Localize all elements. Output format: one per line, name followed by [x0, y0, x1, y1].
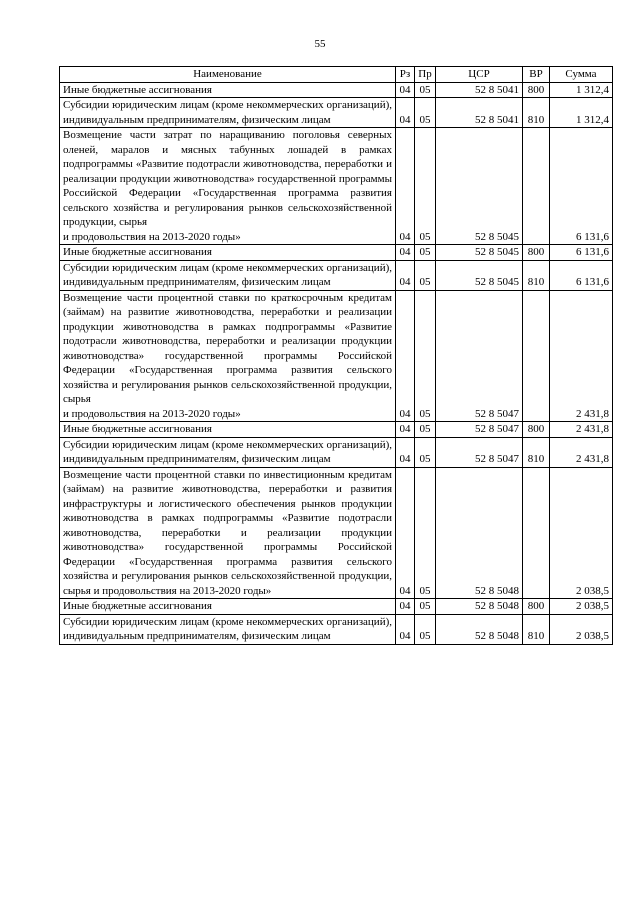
row-vr: 810 [523, 437, 550, 467]
row-csr: 52 8 5047 [436, 290, 523, 422]
row-sum: 1 312,4 [550, 98, 613, 128]
row-vr: 800 [523, 599, 550, 615]
row-csr: 52 8 5047 [436, 437, 523, 467]
header-pr: Пр [415, 67, 436, 83]
header-sum: Сумма [550, 67, 613, 83]
header-name: Наименование [60, 67, 396, 83]
row-pr: 05 [415, 467, 436, 599]
header-csr: ЦСР [436, 67, 523, 83]
table-row [60, 245, 613, 261]
row-vr: 810 [523, 260, 550, 290]
row-rz: 04 [396, 614, 415, 644]
header-rz: Рз [396, 67, 415, 83]
page-number: 55 [314, 38, 326, 50]
row-rz: 04 [396, 98, 415, 128]
table-row [60, 260, 613, 290]
row-rz: 04 [396, 599, 415, 615]
row-csr: 52 8 5041 [436, 82, 523, 98]
row-name: Субсидии юридическим лицам (кроме некоммерческих организаций), индивидуальным предпринимателям, физическим лицам [60, 98, 396, 128]
row-csr: 52 8 5041 [436, 98, 523, 128]
row-sum: 2 038,5 [550, 599, 613, 615]
row-sum: 2 038,5 [550, 614, 613, 644]
row-pr: 05 [415, 599, 436, 615]
row-rz: 04 [396, 128, 415, 245]
row-rz: 04 [396, 290, 415, 422]
row-pr: 05 [415, 290, 436, 422]
row-rz: 04 [396, 422, 415, 438]
row-pr: 05 [415, 128, 436, 245]
row-name: Иные бюджетные ассигнования [60, 422, 396, 438]
row-pr: 05 [415, 245, 436, 261]
row-csr: 52 8 5045 [436, 260, 523, 290]
row-csr: 52 8 5045 [436, 128, 523, 245]
table-row [60, 128, 613, 245]
row-pr: 05 [415, 614, 436, 644]
row-pr: 05 [415, 437, 436, 467]
row-name: Возмещение части затрат по наращиванию поголовья северных оленей, маралов и мясных табунных лошадей в рамках подпрограммы «Развитие подотрасли животноводства, переработки и реализации продукции животноводства» государственной программы Российской Федерации «Государственная программа развития сельского хозяйства и регулирования рынков сельскохозяйственной продукции, сырья и продовольствия на 2013-2020 годы» [60, 128, 396, 245]
row-csr: 52 8 5045 [436, 245, 523, 261]
row-name: Субсидии юридическим лицам (кроме некоммерческих организаций), индивидуальным предпринимателям, физическим лицам [60, 614, 396, 644]
row-vr: 810 [523, 614, 550, 644]
row-rz: 04 [396, 82, 415, 98]
row-name: Иные бюджетные ассигнования [60, 82, 396, 98]
row-sum: 2 431,8 [550, 290, 613, 422]
row-sum: 2 431,8 [550, 422, 613, 438]
row-csr: 52 8 5048 [436, 599, 523, 615]
row-vr [523, 290, 550, 422]
row-pr: 05 [415, 422, 436, 438]
row-pr: 05 [415, 260, 436, 290]
row-name: Иные бюджетные ассигнования [60, 599, 396, 615]
table-header-row [60, 67, 613, 83]
table-body [60, 82, 613, 644]
budget-table [59, 66, 613, 645]
row-rz: 04 [396, 245, 415, 261]
table-row [60, 614, 613, 644]
table-row [60, 437, 613, 467]
row-name: Возмещение части процентной ставки по краткосрочным кредитам (займам) на развитие животноводства, переработки и реализации продукции животноводства в рамках подпрограммы «Развитие подотрасли животноводства, переработки и реализации продукции животноводства» государственной программы Российской Федерации «Государственная программа развития сельского хозяйства и регулирования рынков сельскохозяйственной продукции, сырья и продовольствия на 2013-2020 годы» [60, 290, 396, 422]
row-name: Субсидии юридическим лицам (кроме некоммерческих организаций), индивидуальным предпринимателям, физическим лицам [60, 437, 396, 467]
row-csr: 52 8 5048 [436, 614, 523, 644]
row-vr [523, 128, 550, 245]
row-sum: 2 431,8 [550, 437, 613, 467]
row-name: Субсидии юридическим лицам (кроме некоммерческих организаций), индивидуальным предпринимателям, физическим лицам [60, 260, 396, 290]
row-sum: 1 312,4 [550, 82, 613, 98]
header-vr: ВР [523, 67, 550, 83]
row-name: Иные бюджетные ассигнования [60, 245, 396, 261]
row-sum: 2 038,5 [550, 467, 613, 599]
row-sum: 6 131,6 [550, 128, 613, 245]
row-vr: 810 [523, 98, 550, 128]
row-pr: 05 [415, 82, 436, 98]
table-row [60, 422, 613, 438]
table-row [60, 82, 613, 98]
row-rz: 04 [396, 260, 415, 290]
row-rz: 04 [396, 437, 415, 467]
row-vr: 800 [523, 422, 550, 438]
table-row [60, 98, 613, 128]
row-name: Возмещение части процентной ставки по инвестиционным кредитам (займам) на развитие животноводства, переработки и развития инфраструктуры и логистического обеспечения рынков продукции животноводства в рамках подпрограммы «Развитие подотрасли животноводства, переработки и реализации продукции животноводства» государственной программы Российской Федерации «Государственная программа развития сельского хозяйства и регулирования рынков сельскохозяйственной продукции, сырья и продовольствия на 2013-2020 годы» [60, 467, 396, 599]
row-vr: 800 [523, 82, 550, 98]
row-csr: 52 8 5047 [436, 422, 523, 438]
table-row [60, 467, 613, 599]
row-vr: 800 [523, 245, 550, 261]
row-sum: 6 131,6 [550, 245, 613, 261]
table-row [60, 290, 613, 422]
row-pr: 05 [415, 98, 436, 128]
row-vr [523, 467, 550, 599]
row-csr: 52 8 5048 [436, 467, 523, 599]
row-sum: 6 131,6 [550, 260, 613, 290]
table-row [60, 599, 613, 615]
row-rz: 04 [396, 467, 415, 599]
